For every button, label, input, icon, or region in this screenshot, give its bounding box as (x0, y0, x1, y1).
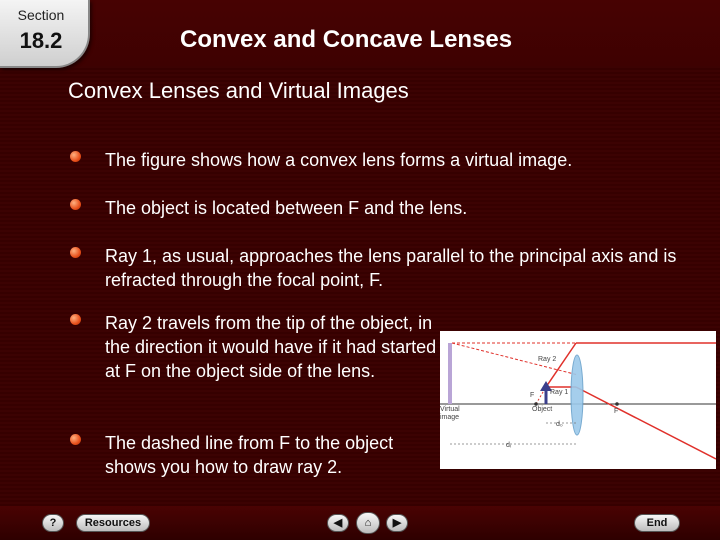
bullet-item (70, 148, 690, 172)
section-tab (0, 0, 90, 68)
chapter-title: Convex and Concave Lenses (180, 26, 513, 53)
virtual-image-label: image (440, 414, 460, 421)
slide-heading: Convex Lenses and Virtual Images (68, 78, 409, 103)
help-button[interactable] (42, 514, 64, 532)
ray1-refracted (576, 387, 716, 459)
bullet-text: Ray 1, as usual, approaches the lens parallel to the principal axis and is refracted through the focal point, F. (105, 246, 677, 290)
bullet-item (70, 311, 450, 383)
bullet-item (70, 196, 690, 220)
lens-ray-diagram (440, 331, 716, 469)
ray2-label: Ray 2 (538, 356, 557, 363)
ray2-dashed-extension (452, 343, 578, 375)
question-mark-icon: ? (49, 516, 57, 529)
bullet-dot-icon (70, 199, 81, 210)
bullet-dot-icon (70, 314, 81, 325)
focal-label-left: F (530, 392, 535, 399)
bullet-dot-icon (70, 247, 81, 258)
object-label: Object (532, 406, 553, 413)
ray-diagram-svg (440, 331, 716, 469)
section-label: Section (17, 7, 65, 23)
bullet-item (70, 431, 410, 479)
next-button[interactable] (386, 514, 408, 532)
right-arrow-icon: ▶ (392, 516, 402, 529)
home-icon: ⌂ (364, 516, 372, 529)
bullet-text: The object is located between F and the lens. (105, 198, 468, 218)
bullet-dot-icon (70, 434, 81, 445)
back-button[interactable] (327, 514, 349, 532)
di-label: dᵢ (506, 442, 511, 449)
left-arrow-icon: ◀ (333, 516, 343, 529)
home-button[interactable] (356, 512, 380, 534)
resources-button[interactable]: Resources (76, 514, 150, 532)
d0-label: d₀ (556, 421, 563, 428)
bullet-dot-icon (70, 151, 81, 162)
bullet-item (70, 244, 690, 292)
bullet-text: The dashed line from F to the object shows you how to draw ray 2. (105, 433, 394, 477)
bullet-text: The figure shows how a convex lens forms a virtual image. (105, 150, 573, 170)
focal-label-right: F (614, 408, 619, 415)
ray1-label: Ray 1 (550, 389, 569, 396)
end-button[interactable]: End (634, 514, 680, 532)
virtual-image-label: Virtual (440, 406, 460, 413)
virtual-image-arrow (448, 343, 452, 404)
section-number: 18.2 (19, 28, 63, 53)
focal-point-right (615, 402, 619, 406)
bullet-text: Ray 2 travels from the tip of the object, in the direction it would have if it had started at F on the object side of the lens. (105, 313, 437, 381)
